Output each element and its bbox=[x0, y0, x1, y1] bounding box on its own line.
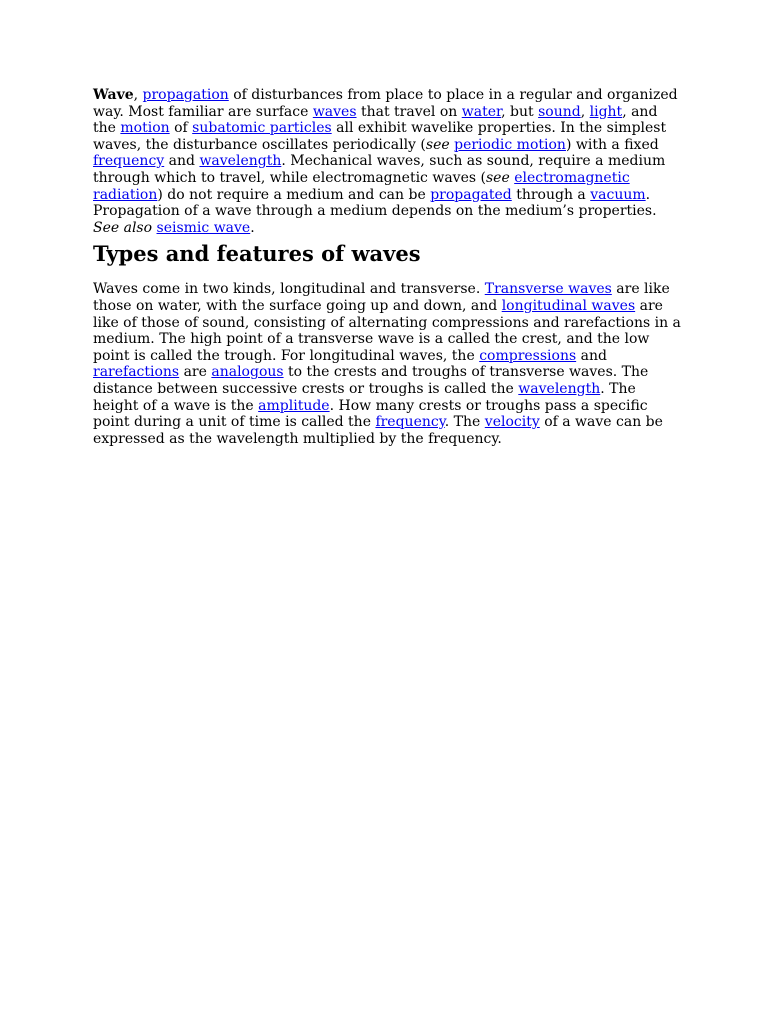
text: . Mechanical waves, such as sound, require a medium through which to travel, while electromagnetic waves ( bbox=[93, 153, 666, 186]
link-water[interactable]: water bbox=[461, 103, 502, 120]
text: . The height of a wave is the bbox=[93, 380, 636, 414]
link-vacuum[interactable]: vacuum bbox=[590, 186, 646, 203]
link-longitudinal-waves[interactable]: longitudinal waves bbox=[501, 297, 636, 314]
article-term: Wave bbox=[93, 87, 134, 103]
text: are like of those of sound, consisting of alternating compressions and rarefactions in a medium. The high point of a transverse wave is a called the crest, and the low point is called the trough. For longitudinal waves, the bbox=[93, 297, 681, 364]
link-frequency[interactable]: frequency bbox=[375, 414, 445, 431]
section-heading: Types and features of waves bbox=[93, 241, 421, 267]
text: of disturbances from place to place in a regular and organized way. Most familiar are surface bbox=[93, 87, 678, 120]
text: are like those on water, with the surface going up and down, and bbox=[93, 281, 670, 314]
link-motion[interactable]: motion bbox=[120, 120, 170, 137]
text: Waves come in two kinds, longitudinal and transverse. bbox=[93, 281, 485, 298]
link-propagated[interactable]: propagated bbox=[430, 186, 512, 203]
link-frequency[interactable]: frequency bbox=[93, 153, 165, 170]
link-rarefactions[interactable]: rarefactions bbox=[93, 364, 180, 381]
text: , and the bbox=[93, 103, 658, 137]
text: . How many crests or troughs pass a specific point during a unit of time is called the bbox=[93, 397, 648, 431]
article bbox=[93, 87, 683, 447]
link-compressions[interactable]: compressions bbox=[479, 347, 577, 364]
text: and bbox=[164, 153, 200, 170]
link-sound[interactable]: sound bbox=[538, 103, 581, 120]
text: of bbox=[169, 120, 193, 137]
text: through a bbox=[511, 186, 591, 203]
text: and bbox=[576, 347, 607, 364]
text: are bbox=[179, 364, 212, 381]
link-analogous[interactable]: analogous bbox=[211, 364, 284, 381]
text: , but bbox=[501, 103, 539, 120]
text: . The bbox=[444, 414, 485, 431]
emphasis-see: see bbox=[425, 136, 450, 153]
link-propagation[interactable]: propagation bbox=[142, 87, 229, 103]
text: . Propagation of a wave through a medium depends on the medium’s properties. bbox=[93, 186, 657, 220]
text: that travel on bbox=[356, 103, 462, 120]
text: of a wave can be expressed as the wavelength multiplied by the frequency. bbox=[93, 414, 663, 447]
intro-paragraph bbox=[93, 87, 683, 236]
link-wavelength[interactable]: wavelength bbox=[518, 380, 601, 397]
emphasis-see: see bbox=[485, 169, 510, 186]
text: . bbox=[250, 219, 255, 236]
link-periodic-motion[interactable]: periodic motion bbox=[454, 136, 566, 153]
text: ) with a fixed bbox=[565, 136, 659, 153]
link-seismic-wave[interactable]: seismic wave bbox=[156, 219, 251, 236]
text: , bbox=[133, 87, 143, 103]
link-velocity[interactable]: velocity bbox=[484, 414, 540, 431]
link-subatomic-particles[interactable]: subatomic particles bbox=[192, 120, 332, 137]
text: all exhibit wavelike properties. In the simplest waves, the disturbance oscillates periodically ( bbox=[93, 120, 667, 153]
link-light[interactable]: light bbox=[589, 103, 623, 120]
link-transverse-waves[interactable]: Transverse waves bbox=[484, 281, 612, 298]
link-wavelength[interactable]: wavelength bbox=[199, 153, 282, 170]
text: to the crests and troughs of transverse waves. The distance between successive crests or troughs is called the bbox=[93, 364, 649, 397]
emphasis-see-also: See also bbox=[93, 219, 153, 236]
link-waves[interactable]: waves bbox=[312, 103, 357, 120]
link-electromagnetic-radiation[interactable]: electromagnetic radiation bbox=[93, 169, 630, 203]
section-paragraph bbox=[93, 281, 683, 447]
link-amplitude[interactable]: amplitude bbox=[258, 397, 330, 414]
text: ) do not require a medium and can be bbox=[157, 186, 431, 203]
text: , bbox=[580, 103, 590, 120]
